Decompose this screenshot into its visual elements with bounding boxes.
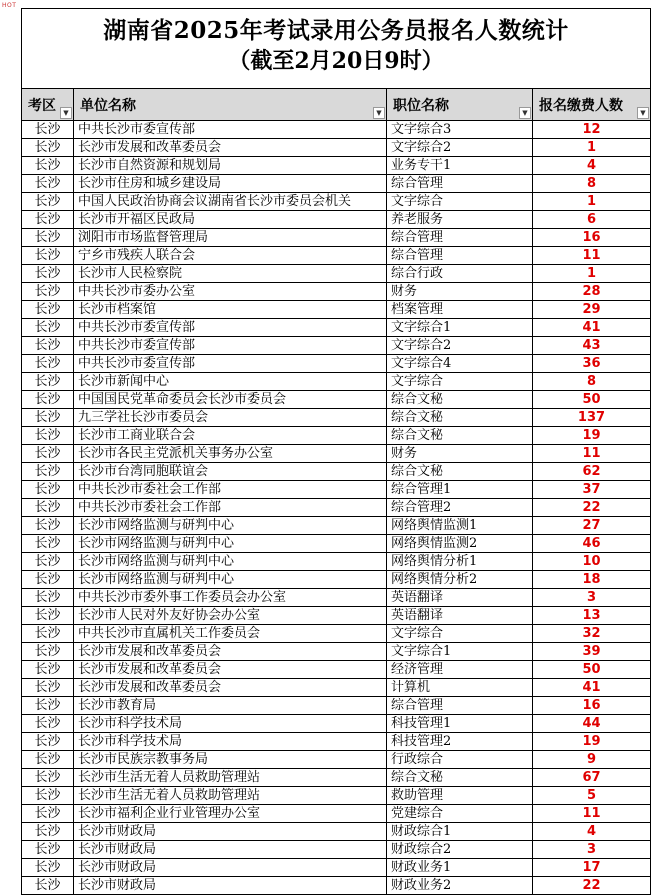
position-cell: 财政业务1 [387,859,533,877]
table-row [22,265,651,283]
unit-cell: 中共长沙市委宣传部 [74,337,387,355]
table-row [22,139,651,157]
position-cell: 计算机 [387,679,533,697]
position-cell: 财务 [387,283,533,301]
position-cell: 文字综合3 [387,121,533,139]
position-cell: 网络舆情监测1 [387,517,533,535]
position-cell: 财政业务2 [387,877,533,895]
position-cell: 科技管理2 [387,733,533,751]
position-cell: 文字综合1 [387,643,533,661]
unit-cell: 九三学社长沙市委员会 [74,409,387,427]
position-cell: 业务专干1 [387,157,533,175]
count-cell: 3 [533,841,651,859]
area-cell: 长沙 [22,139,74,157]
unit-cell: 长沙市各民主党派机关事务办公室 [74,445,387,463]
table-row [22,823,651,841]
unit-cell: 中共长沙市直属机关工作委员会 [74,625,387,643]
table-row [22,877,651,895]
area-cell: 长沙 [22,787,74,805]
table-row [22,211,651,229]
position-cell: 英语翻译 [387,589,533,607]
area-cell: 长沙 [22,607,74,625]
unit-cell: 中共长沙市委社会工作部 [74,481,387,499]
area-cell: 长沙 [22,805,74,823]
unit-cell: 长沙市住房和城乡建设局 [74,175,387,193]
position-cell: 文字综合2 [387,337,533,355]
unit-cell: 长沙市发展和改革委员会 [74,643,387,661]
count-cell: 1 [533,265,651,283]
count-cell: 50 [533,391,651,409]
table-row [22,661,651,679]
count-cell: 41 [533,319,651,337]
area-cell: 长沙 [22,247,74,265]
table-row [22,283,651,301]
page-subtitle: （截至2月20日9时） [228,48,444,74]
column-header-position: 职位名称 ▼ [387,89,533,121]
count-cell: 50 [533,661,651,679]
column-header-unit: 单位名称 ▼ [74,89,387,121]
unit-cell: 长沙市福利企业行业管理办公室 [74,805,387,823]
count-cell: 1 [533,139,651,157]
area-cell: 长沙 [22,175,74,193]
position-cell: 综合管理1 [387,481,533,499]
count-cell: 13 [533,607,651,625]
unit-cell: 中国国民党革命委员会长沙市委员会 [74,391,387,409]
position-cell: 养老服务 [387,211,533,229]
position-cell: 救助管理 [387,787,533,805]
unit-cell: 长沙市财政局 [74,877,387,895]
area-cell: 长沙 [22,481,74,499]
position-cell: 文字综合 [387,193,533,211]
table-row [22,319,651,337]
position-cell: 文字综合4 [387,355,533,373]
table-row [22,157,651,175]
page-title: 湖南省2025年考试录用公务员报名人数统计 [103,17,569,44]
unit-cell: 长沙市人民对外友好协会办公室 [74,607,387,625]
unit-cell: 长沙市发展和改革委员会 [74,139,387,157]
area-cell: 长沙 [22,157,74,175]
position-cell: 综合管理 [387,175,533,193]
area-cell: 长沙 [22,427,74,445]
count-cell: 41 [533,679,651,697]
area-cell: 长沙 [22,841,74,859]
area-cell: 长沙 [22,679,74,697]
position-cell: 综合文秘 [387,409,533,427]
count-cell: 8 [533,175,651,193]
table-row [22,427,651,445]
title-block [21,8,651,89]
table-row [22,301,651,319]
area-cell: 长沙 [22,211,74,229]
count-cell: 46 [533,535,651,553]
count-cell: 19 [533,733,651,751]
position-cell: 文字综合2 [387,139,533,157]
table-row [22,553,651,571]
unit-cell: 中共长沙市委办公室 [74,283,387,301]
unit-cell: 中共长沙市委外事工作委员会办公室 [74,589,387,607]
count-cell: 43 [533,337,651,355]
area-cell: 长沙 [22,877,74,895]
table-row [22,643,651,661]
unit-cell: 长沙市档案馆 [74,301,387,319]
unit-cell: 宁乡市残疾人联合会 [74,247,387,265]
area-cell: 长沙 [22,553,74,571]
area-cell: 长沙 [22,463,74,481]
area-cell: 长沙 [22,625,74,643]
table-row [22,337,651,355]
area-cell: 长沙 [22,301,74,319]
unit-cell: 长沙市财政局 [74,823,387,841]
position-cell: 综合管理 [387,247,533,265]
table-row [22,355,651,373]
position-cell: 综合文秘 [387,463,533,481]
area-cell: 长沙 [22,355,74,373]
area-cell: 长沙 [22,769,74,787]
registration-table [21,88,651,895]
table-row [22,121,651,139]
count-cell: 3 [533,589,651,607]
area-cell: 长沙 [22,409,74,427]
unit-cell: 长沙市网络监测与研判中心 [74,517,387,535]
count-cell: 11 [533,445,651,463]
count-cell: 39 [533,643,651,661]
area-cell: 长沙 [22,445,74,463]
table-row [22,589,651,607]
position-cell: 党建综合 [387,805,533,823]
count-cell: 4 [533,823,651,841]
table-row [22,841,651,859]
header-row [22,89,651,121]
count-cell: 22 [533,499,651,517]
unit-cell: 长沙市教育局 [74,697,387,715]
unit-cell: 长沙市生活无着人员救助管理站 [74,787,387,805]
count-cell: 5 [533,787,651,805]
position-cell: 财政综合1 [387,823,533,841]
area-cell: 长沙 [22,697,74,715]
unit-cell: 长沙市台湾同胞联谊会 [74,463,387,481]
area-cell: 长沙 [22,319,74,337]
table-row [22,373,651,391]
count-cell: 11 [533,247,651,265]
table-row [22,715,651,733]
area-cell: 长沙 [22,661,74,679]
area-cell: 长沙 [22,193,74,211]
unit-cell: 长沙市发展和改革委员会 [74,679,387,697]
count-cell: 18 [533,571,651,589]
table-row [22,517,651,535]
table-row [22,859,651,877]
table-row [22,625,651,643]
table-row [22,751,651,769]
unit-cell: 长沙市民族宗教事务局 [74,751,387,769]
table-row [22,445,651,463]
table-row [22,481,651,499]
position-cell: 文字综合1 [387,319,533,337]
unit-cell: 长沙市自然资源和规划局 [74,157,387,175]
area-cell: 长沙 [22,859,74,877]
count-cell: 27 [533,517,651,535]
table-row [22,499,651,517]
position-cell: 财政综合2 [387,841,533,859]
count-cell: 37 [533,481,651,499]
position-cell: 行政综合 [387,751,533,769]
position-cell: 英语翻译 [387,607,533,625]
count-cell: 32 [533,625,651,643]
table-row [22,535,651,553]
unit-cell: 长沙市科学技术局 [74,715,387,733]
table-row [22,805,651,823]
count-cell: 137 [533,409,651,427]
table-row [22,769,651,787]
count-cell: 12 [533,121,651,139]
unit-cell: 长沙市网络监测与研判中心 [74,535,387,553]
count-cell: 11 [533,805,651,823]
table-row [22,175,651,193]
area-cell: 长沙 [22,823,74,841]
area-cell: 长沙 [22,535,74,553]
position-cell: 档案管理 [387,301,533,319]
position-cell: 文字综合 [387,625,533,643]
position-cell: 财务 [387,445,533,463]
count-cell: 16 [533,697,651,715]
unit-cell: 中共长沙市委宣传部 [74,319,387,337]
position-cell: 综合管理 [387,229,533,247]
count-cell: 28 [533,283,651,301]
position-cell: 网络舆情分析1 [387,553,533,571]
table-row [22,193,651,211]
table-row [22,391,651,409]
count-cell: 29 [533,301,651,319]
count-cell: 6 [533,211,651,229]
unit-cell: 长沙市财政局 [74,859,387,877]
position-cell: 综合管理 [387,697,533,715]
table-row [22,697,651,715]
unit-cell: 中共长沙市委宣传部 [74,355,387,373]
area-cell: 长沙 [22,715,74,733]
unit-cell: 长沙市网络监测与研判中心 [74,571,387,589]
count-cell: 17 [533,859,651,877]
area-cell: 长沙 [22,733,74,751]
unit-cell: 长沙市生活无着人员救助管理站 [74,769,387,787]
table-row [22,787,651,805]
count-cell: 22 [533,877,651,895]
unit-cell: 长沙市人民检察院 [74,265,387,283]
count-cell: 1 [533,193,651,211]
position-cell: 综合文秘 [387,769,533,787]
area-cell: 长沙 [22,121,74,139]
area-cell: 长沙 [22,517,74,535]
count-cell: 19 [533,427,651,445]
area-cell: 长沙 [22,643,74,661]
column-header-area: 考区 ▼ [22,89,74,121]
count-cell: 62 [533,463,651,481]
position-cell: 科技管理1 [387,715,533,733]
area-cell: 长沙 [22,391,74,409]
position-cell: 网络舆情分析2 [387,571,533,589]
table-row [22,247,651,265]
count-cell: 4 [533,157,651,175]
unit-cell: 浏阳市市场监督管理局 [74,229,387,247]
table-row [22,229,651,247]
unit-cell: 长沙市科学技术局 [74,733,387,751]
table-row [22,679,651,697]
unit-cell: 长沙市工商业联合会 [74,427,387,445]
count-cell: 67 [533,769,651,787]
area-cell: 长沙 [22,265,74,283]
count-cell: 36 [533,355,651,373]
unit-cell: 中共长沙市委社会工作部 [74,499,387,517]
column-header-count: 报名缴费人数 ▼ [533,89,651,121]
position-cell: 文字综合 [387,373,533,391]
filter-dropdown-icon[interactable]: ▼ [60,107,72,119]
area-cell: 长沙 [22,229,74,247]
table-row [22,463,651,481]
count-cell: 16 [533,229,651,247]
position-cell: 网络舆情监测2 [387,535,533,553]
table-row [22,607,651,625]
filter-dropdown-icon[interactable]: ▼ [373,107,385,119]
filter-dropdown-icon[interactable]: ▼ [637,107,649,119]
table-row [22,733,651,751]
unit-cell: 长沙市发展和改革委员会 [74,661,387,679]
count-cell: 8 [533,373,651,391]
watermark: HOT [2,2,17,9]
position-cell: 综合文秘 [387,427,533,445]
count-cell: 10 [533,553,651,571]
position-cell: 经济管理 [387,661,533,679]
unit-cell: 长沙市网络监测与研判中心 [74,553,387,571]
area-cell: 长沙 [22,571,74,589]
area-cell: 长沙 [22,283,74,301]
table-row [22,409,651,427]
area-cell: 长沙 [22,589,74,607]
position-cell: 综合管理2 [387,499,533,517]
position-cell: 综合行政 [387,265,533,283]
area-cell: 长沙 [22,751,74,769]
count-cell: 9 [533,751,651,769]
position-cell: 综合文秘 [387,391,533,409]
unit-cell: 中共长沙市委宣传部 [74,121,387,139]
unit-cell: 长沙市开福区民政局 [74,211,387,229]
unit-cell: 长沙市新闻中心 [74,373,387,391]
unit-cell: 中国人民政治协商会议湖南省长沙市委员会机关 [74,193,387,211]
area-cell: 长沙 [22,337,74,355]
table-row [22,571,651,589]
area-cell: 长沙 [22,373,74,391]
area-cell: 长沙 [22,499,74,517]
unit-cell: 长沙市财政局 [74,841,387,859]
count-cell: 44 [533,715,651,733]
filter-dropdown-icon[interactable]: ▼ [519,107,531,119]
